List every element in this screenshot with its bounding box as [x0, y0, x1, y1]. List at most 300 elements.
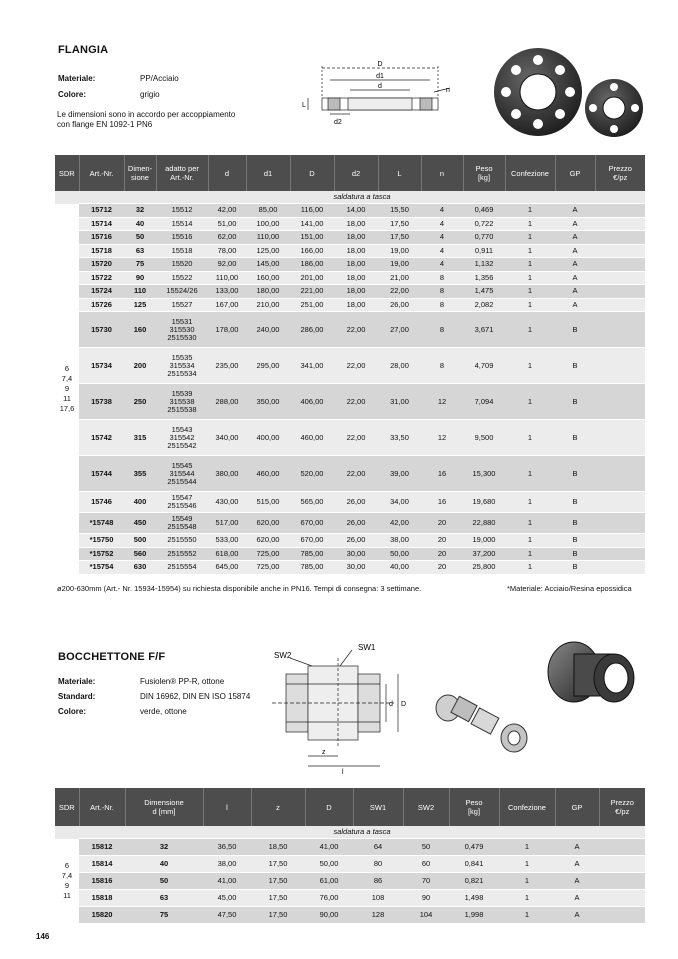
- dim-label-D: D: [401, 701, 407, 708]
- price-cell: [595, 547, 645, 561]
- price-cell: [599, 907, 645, 924]
- cell-gp: B: [555, 534, 595, 548]
- art-nr: *15754: [79, 561, 124, 575]
- cell-d2: 22,00: [334, 348, 378, 384]
- cell-peso: 1,132: [463, 258, 505, 272]
- cell-peso: 0,722: [463, 217, 505, 231]
- cell-l: 40,00: [378, 561, 421, 575]
- cell-peso: 0,770: [463, 231, 505, 245]
- adatto-line: 2515538: [167, 404, 197, 414]
- cell-peso: 1,356: [463, 271, 505, 285]
- cell-l: 50,00: [378, 547, 421, 561]
- cell-d: 235,00: [208, 348, 246, 384]
- cell-l: 34,00: [378, 492, 421, 513]
- dimension: 50: [125, 873, 203, 890]
- cell-d: 90,00: [305, 907, 353, 924]
- prop-value: PP/Acciaio: [140, 74, 179, 83]
- cell-l: 42,00: [378, 513, 421, 534]
- dim-label-l: l: [342, 769, 344, 776]
- col-header: z: [251, 788, 305, 826]
- adatto-per: [156, 384, 208, 420]
- adatto-line: 2515542: [167, 440, 197, 450]
- sdr-values: [55, 204, 79, 575]
- adatto-line: 15527: [171, 299, 193, 309]
- adatto-line: 2515552: [167, 548, 197, 558]
- adatto-line: 2515554: [167, 562, 197, 572]
- cell-l: 22,00: [378, 285, 421, 299]
- art-nr: 15818: [79, 890, 125, 907]
- cell-d2: 22,00: [334, 312, 378, 348]
- cell-n: 4: [421, 204, 463, 218]
- cell-d2: 22,00: [334, 456, 378, 492]
- table-header-row: [55, 155, 645, 191]
- dimension: 630: [124, 561, 156, 575]
- art-nr: 15730: [79, 312, 124, 348]
- cell-n: 20: [421, 534, 463, 548]
- adatto-per: [156, 271, 208, 285]
- cell-n: 12: [421, 384, 463, 420]
- subheader-row: [55, 191, 645, 204]
- adatto-per: [156, 561, 208, 575]
- price-cell: [599, 873, 645, 890]
- cell-d2: 30,00: [334, 561, 378, 575]
- bocchettone-table: [55, 788, 645, 924]
- price-cell: [595, 244, 645, 258]
- cell-conf: 1: [505, 258, 555, 272]
- dimension: 75: [125, 907, 203, 924]
- cell-d2: 18,00: [334, 217, 378, 231]
- sdr-value: 11: [63, 891, 71, 900]
- bocchettone-props: [58, 677, 278, 717]
- col-header: d1: [246, 155, 290, 191]
- adatto-line: 15514: [171, 218, 193, 228]
- cell-d: 670,00: [290, 534, 334, 548]
- cell-n: 8: [421, 271, 463, 285]
- cell-d: 167,00: [208, 298, 246, 312]
- cell-conf: 1: [505, 384, 555, 420]
- cell-d: 201,00: [290, 271, 334, 285]
- adatto-line: 15531: [171, 316, 193, 326]
- cell-peso: 2,082: [463, 298, 505, 312]
- cell-d: 133,00: [208, 285, 246, 299]
- cell-gp: A: [555, 271, 595, 285]
- dimension: 560: [124, 547, 156, 561]
- col-header: GP: [555, 788, 599, 826]
- dim-label-d: d: [378, 83, 382, 90]
- subheader-text: saldatura a tasca: [79, 826, 645, 839]
- price-cell: [595, 492, 645, 513]
- cell-conf: 1: [499, 873, 555, 890]
- cell-d1: 515,00: [246, 492, 290, 513]
- sdr-value: 11: [63, 393, 71, 403]
- cell-gp: B: [555, 312, 595, 348]
- art-nr: 15742: [79, 420, 124, 456]
- cell-conf: 1: [505, 348, 555, 384]
- cell-d: 286,00: [290, 312, 334, 348]
- adatto-line: 2515534: [167, 368, 197, 378]
- table-row: [55, 839, 645, 856]
- cell-conf: 1: [505, 244, 555, 258]
- price-cell: [595, 204, 645, 218]
- adatto-line: 15539: [171, 388, 193, 398]
- price-cell: [595, 285, 645, 299]
- cell-l: 38,00: [203, 856, 251, 873]
- adatto-line: 315534: [169, 360, 195, 370]
- dim-label-d: d: [389, 701, 393, 708]
- cell-peso: 7,094: [463, 384, 505, 420]
- cell-gp: A: [555, 285, 595, 299]
- cell-gp: A: [555, 231, 595, 245]
- dimension: 500: [124, 534, 156, 548]
- cell-l: 26,00: [378, 298, 421, 312]
- cell-d1: 125,00: [246, 244, 290, 258]
- cell-d2: 22,00: [334, 384, 378, 420]
- cell-conf: 1: [505, 420, 555, 456]
- art-nr: 15718: [79, 244, 124, 258]
- cell-z: 17,50: [251, 856, 305, 873]
- price-cell: [595, 271, 645, 285]
- col-header: SDR: [55, 788, 79, 826]
- sdr-value: 17,6: [59, 403, 75, 413]
- cell-peso: 19,680: [463, 492, 505, 513]
- col-header: Art.-Nr.: [79, 788, 125, 826]
- union-assembled-image: [544, 636, 636, 716]
- cell-d2: 26,00: [334, 534, 378, 548]
- cell-l: 33,50: [378, 420, 421, 456]
- cell-d: 51,00: [208, 217, 246, 231]
- dim-label-n: n: [446, 87, 450, 94]
- cell-n: 16: [421, 456, 463, 492]
- cell-d1: 180,00: [246, 285, 290, 299]
- adatto-per: [156, 312, 208, 348]
- col-header: Peso [kg]: [449, 788, 499, 826]
- cell-d: 340,00: [208, 420, 246, 456]
- adatto-line: 15545: [171, 460, 193, 470]
- price-cell: [599, 856, 645, 873]
- cell-conf: 1: [505, 561, 555, 575]
- col-header: Prezzo €/pz: [595, 155, 645, 191]
- cell-conf: 1: [499, 907, 555, 924]
- col-header: Confezione: [505, 155, 555, 191]
- cell-n: 4: [421, 217, 463, 231]
- cell-d: 42,00: [208, 204, 246, 218]
- adatto-per: [156, 258, 208, 272]
- cell-gp: A: [555, 839, 599, 856]
- table-row: [55, 534, 645, 548]
- sdr-value: 7,4: [61, 373, 73, 383]
- sdr-values: [55, 839, 79, 924]
- dimension: 32: [125, 839, 203, 856]
- cell-l: 45,00: [203, 890, 251, 907]
- cell-l: 17,50: [378, 217, 421, 231]
- cell-sw2: 70: [403, 873, 449, 890]
- cell-d1: 85,00: [246, 204, 290, 218]
- art-nr: 15746: [79, 492, 124, 513]
- art-nr: 15744: [79, 456, 124, 492]
- cell-d1: 725,00: [246, 561, 290, 575]
- col-header: D: [305, 788, 353, 826]
- col-header: D: [290, 155, 334, 191]
- cell-d: 645,00: [208, 561, 246, 575]
- col-header: Confezione: [499, 788, 555, 826]
- table-row: [55, 873, 645, 890]
- prop-key: Materiale:: [58, 677, 96, 686]
- cell-d: 41,00: [305, 839, 353, 856]
- price-cell: [595, 231, 645, 245]
- cell-d: 380,00: [208, 456, 246, 492]
- table-header-row: [55, 788, 645, 826]
- col-header: GP: [555, 155, 595, 191]
- adatto-line: 2515544: [167, 476, 197, 486]
- cell-d: 251,00: [290, 298, 334, 312]
- table-row: [55, 217, 645, 231]
- prop-key: Standard:: [58, 692, 96, 701]
- art-nr: 15716: [79, 231, 124, 245]
- cell-z: 17,50: [251, 890, 305, 907]
- art-nr: 15820: [79, 907, 125, 924]
- cell-d: 178,00: [208, 312, 246, 348]
- adatto-per: [156, 456, 208, 492]
- cell-z: 17,50: [251, 873, 305, 890]
- dim-label-L: L: [302, 102, 306, 109]
- dimension: 50: [124, 231, 156, 245]
- cell-d: 221,00: [290, 285, 334, 299]
- cell-d1: 100,00: [246, 217, 290, 231]
- cell-l: 39,00: [378, 456, 421, 492]
- art-nr: 15816: [79, 873, 125, 890]
- adatto-line: 15518: [171, 245, 193, 255]
- cell-peso: 0,911: [463, 244, 505, 258]
- table-row: [55, 244, 645, 258]
- cell-d1: 620,00: [246, 513, 290, 534]
- price-cell: [595, 348, 645, 384]
- adatto-per: [156, 204, 208, 218]
- cell-d1: 210,00: [246, 298, 290, 312]
- cell-d2: 30,00: [334, 547, 378, 561]
- cell-gp: B: [555, 561, 595, 575]
- dimension: 32: [124, 204, 156, 218]
- cell-d: 50,00: [305, 856, 353, 873]
- cell-gp: B: [555, 420, 595, 456]
- sdr-cell: [55, 191, 79, 204]
- cell-n: 20: [421, 561, 463, 575]
- cell-peso: 25,800: [463, 561, 505, 575]
- cell-n: 8: [421, 285, 463, 299]
- cell-gp: A: [555, 298, 595, 312]
- sdr-value: 6: [64, 363, 70, 373]
- cell-d: 670,00: [290, 513, 334, 534]
- cell-d: 406,00: [290, 384, 334, 420]
- prop-value: DIN 16962, DIN EN ISO 15874: [140, 692, 251, 701]
- cell-d1: 110,00: [246, 231, 290, 245]
- cell-conf: 1: [499, 839, 555, 856]
- dim-label-SW2: SW2: [274, 651, 292, 660]
- cell-d: 61,00: [305, 873, 353, 890]
- col-header: adatto per Art.-Nr.: [156, 155, 208, 191]
- adatto-line: 15535: [171, 352, 193, 362]
- note-line: Le dimensioni sono in accordo per accoppiamento: [57, 110, 236, 119]
- price-cell: [595, 298, 645, 312]
- dimension: 450: [124, 513, 156, 534]
- table-row: [55, 384, 645, 420]
- cell-conf: 1: [505, 456, 555, 492]
- cell-n: 20: [421, 513, 463, 534]
- art-nr: 15738: [79, 384, 124, 420]
- dimension: 160: [124, 312, 156, 348]
- cell-d1: 145,00: [246, 258, 290, 272]
- cell-peso: 9,500: [463, 420, 505, 456]
- table-row: [55, 312, 645, 348]
- cell-n: 12: [421, 420, 463, 456]
- cell-d1: 725,00: [246, 547, 290, 561]
- flangia-table: [55, 155, 645, 575]
- table-row: [55, 492, 645, 513]
- cell-peso: 0,821: [449, 873, 499, 890]
- price-cell: [595, 312, 645, 348]
- cell-sw2: 50: [403, 839, 449, 856]
- cell-sw1: 64: [353, 839, 403, 856]
- cell-d1: 240,00: [246, 312, 290, 348]
- cell-d2: 18,00: [334, 298, 378, 312]
- adatto-line: 15516: [171, 232, 193, 242]
- cell-n: 4: [421, 244, 463, 258]
- flange-product-image: [494, 40, 644, 144]
- cell-gp: B: [555, 384, 595, 420]
- union-technical-drawing: [268, 638, 418, 776]
- dimension: 110: [124, 285, 156, 299]
- col-header: L: [378, 155, 421, 191]
- art-nr: 15722: [79, 271, 124, 285]
- cell-d: 785,00: [290, 547, 334, 561]
- cell-d: 517,00: [208, 513, 246, 534]
- cell-d: 460,00: [290, 420, 334, 456]
- note-line: con flange EN 1092-1 PN6: [57, 120, 153, 129]
- cell-l: 15,50: [378, 204, 421, 218]
- subheader-text: saldatura a tasca: [79, 191, 645, 204]
- dim-label-SW1: SW1: [358, 643, 376, 652]
- art-nr: 15812: [79, 839, 125, 856]
- cell-peso: 0,469: [463, 204, 505, 218]
- art-nr: 15712: [79, 204, 124, 218]
- flangia-props: [58, 74, 218, 104]
- dimension: 355: [124, 456, 156, 492]
- union-exploded-image: [430, 690, 530, 758]
- adatto-line: 2515530: [167, 332, 197, 342]
- cell-d1: 295,00: [246, 348, 290, 384]
- cell-d2: 26,00: [334, 492, 378, 513]
- prop-key: Materiale:: [58, 74, 96, 83]
- dim-label-D: D: [377, 61, 383, 68]
- cell-conf: 1: [505, 534, 555, 548]
- art-nr: 15714: [79, 217, 124, 231]
- cell-d2: 22,00: [334, 420, 378, 456]
- cell-d: 785,00: [290, 561, 334, 575]
- dimension: 400: [124, 492, 156, 513]
- cell-d2: 18,00: [334, 271, 378, 285]
- table-row: [55, 420, 645, 456]
- cell-d: 565,00: [290, 492, 334, 513]
- table-row: [55, 547, 645, 561]
- cell-peso: 3,671: [463, 312, 505, 348]
- cell-peso: 15,300: [463, 456, 505, 492]
- sdr-value: 9: [64, 881, 70, 890]
- cell-peso: 1,998: [449, 907, 499, 924]
- cell-gp: A: [555, 244, 595, 258]
- prop-value: grigio: [140, 90, 160, 99]
- cell-peso: 19,000: [463, 534, 505, 548]
- adatto-line: 315530: [169, 324, 195, 334]
- cell-gp: A: [555, 907, 599, 924]
- adatto-per: [156, 348, 208, 384]
- table-row: [55, 890, 645, 907]
- table-row: [55, 258, 645, 272]
- adatto-line: 2515546: [167, 501, 197, 510]
- price-cell: [595, 217, 645, 231]
- cell-n: 8: [421, 348, 463, 384]
- cell-conf: 1: [505, 547, 555, 561]
- col-header: Peso [kg]: [463, 155, 505, 191]
- art-nr: *15752: [79, 547, 124, 561]
- prop-key: Colore:: [58, 707, 86, 716]
- cell-conf: 1: [505, 231, 555, 245]
- adatto-line: 315544: [169, 468, 195, 478]
- adatto-per: [156, 231, 208, 245]
- cell-conf: 1: [505, 513, 555, 534]
- cell-d: 151,00: [290, 231, 334, 245]
- dimension: 125: [124, 298, 156, 312]
- cell-d: 166,00: [290, 244, 334, 258]
- col-header: Prezzo €/pz: [599, 788, 645, 826]
- cell-conf: 1: [505, 285, 555, 299]
- cell-d: 288,00: [208, 384, 246, 420]
- cell-peso: 1,475: [463, 285, 505, 299]
- cell-l: 19,00: [378, 258, 421, 272]
- subheader-row: [55, 826, 645, 839]
- cell-n: 20: [421, 547, 463, 561]
- cell-z: 18,50: [251, 839, 305, 856]
- adatto-per: [156, 285, 208, 299]
- cell-d2: 18,00: [334, 258, 378, 272]
- cell-l: 21,00: [378, 271, 421, 285]
- cell-l: 38,00: [378, 534, 421, 548]
- col-header: SW1: [353, 788, 403, 826]
- cell-d2: 14,00: [334, 204, 378, 218]
- table-row: [55, 271, 645, 285]
- col-header: d: [208, 155, 246, 191]
- cell-gp: A: [555, 856, 599, 873]
- flange-technical-drawing: [300, 58, 460, 134]
- adatto-line: 15522: [171, 272, 193, 282]
- price-cell: [595, 513, 645, 534]
- prop-value: Fusiolen® PP-R, ottone: [140, 677, 225, 686]
- table-row: [55, 856, 645, 873]
- col-header: SW2: [403, 788, 449, 826]
- cell-peso: 22,880: [463, 513, 505, 534]
- cell-d1: 350,00: [246, 384, 290, 420]
- adatto-line: 315542: [169, 432, 195, 442]
- dimension: 63: [124, 244, 156, 258]
- dim-label-d2: d2: [334, 119, 342, 126]
- cell-n: 4: [421, 231, 463, 245]
- cell-peso: 4,709: [463, 348, 505, 384]
- dimension: 75: [124, 258, 156, 272]
- price-cell: [595, 420, 645, 456]
- cell-d: 618,00: [208, 547, 246, 561]
- adatto-per: [156, 420, 208, 456]
- cell-peso: 0,841: [449, 856, 499, 873]
- cell-gp: B: [555, 513, 595, 534]
- cell-n: 8: [421, 312, 463, 348]
